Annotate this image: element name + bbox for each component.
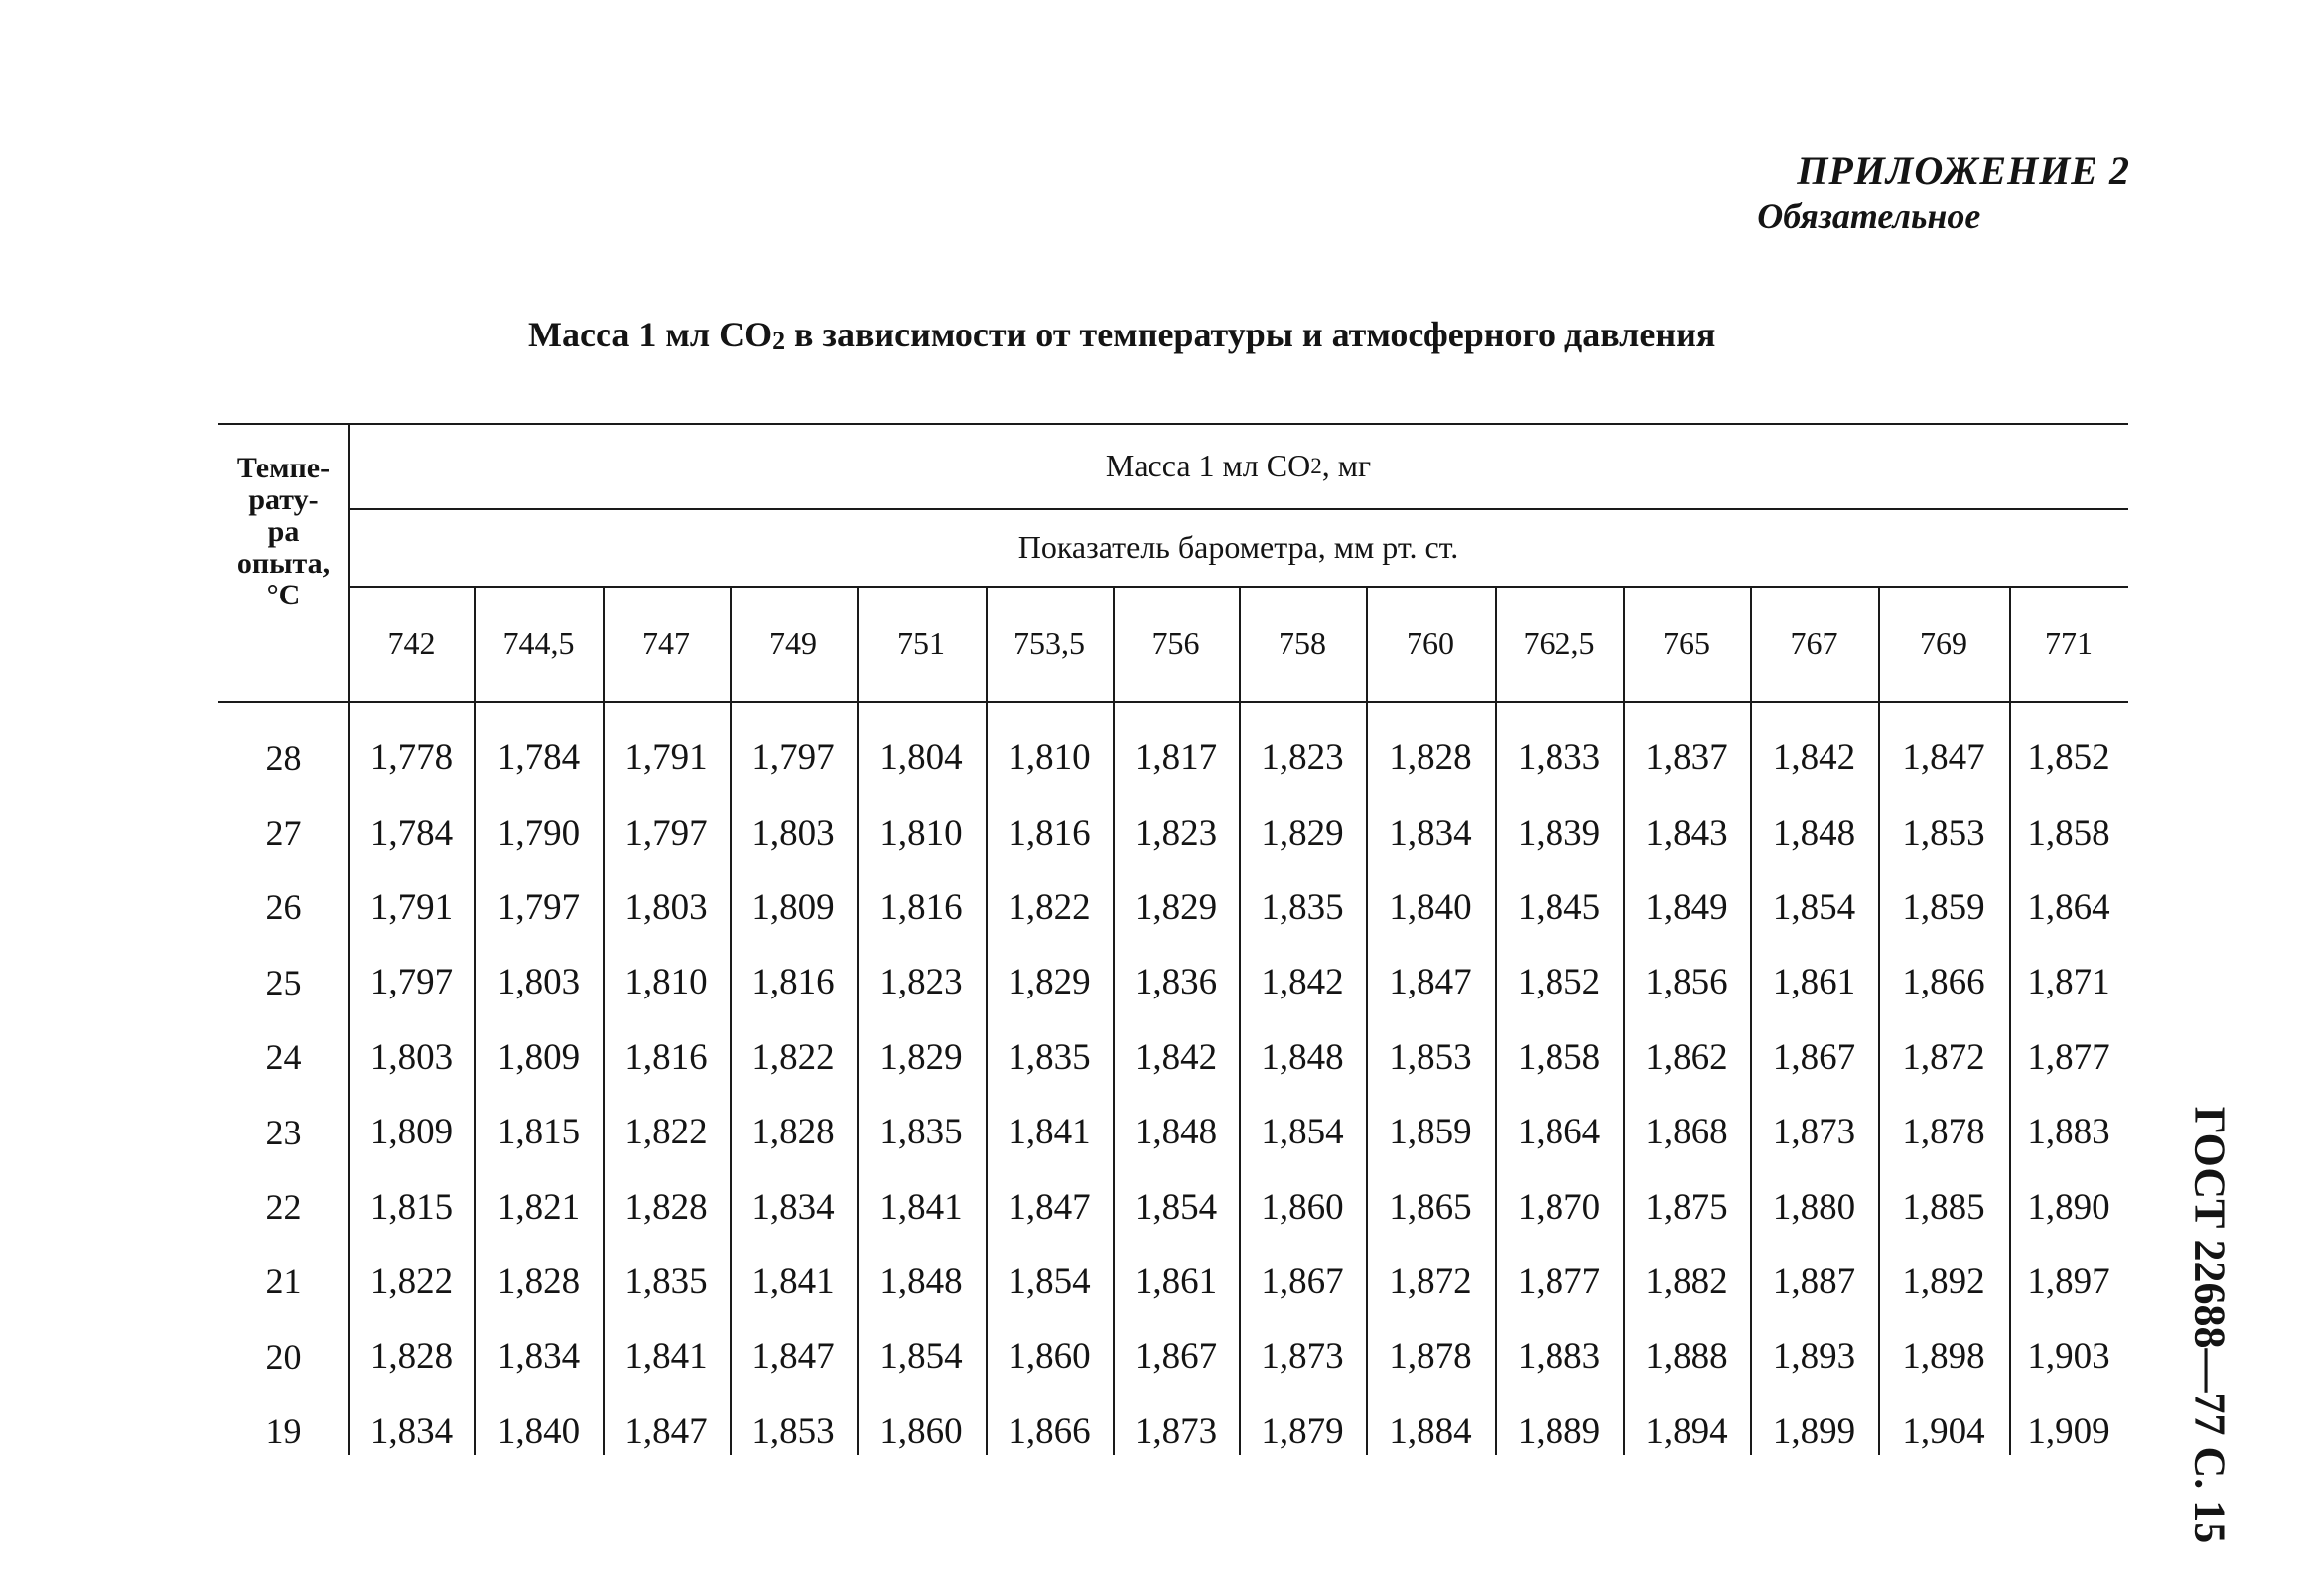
table-cell: 1,852 <box>2027 737 2110 779</box>
pressure-column-header: 749 <box>769 624 817 661</box>
table-cell: 1,778 <box>369 737 454 779</box>
row-temperature: 25 <box>265 962 302 1002</box>
row-temperature: 20 <box>265 1336 302 1377</box>
table-cell: 1,847 <box>751 1336 835 1378</box>
table-cell: 1,816 <box>624 1036 708 1078</box>
pressure-column-header: 769 <box>1920 624 1967 661</box>
table-cell: 1,797 <box>496 886 581 928</box>
side-page-label <box>2180 1107 2239 1543</box>
table-cell: 1,890 <box>2027 1186 2110 1228</box>
table-cell: 1,843 <box>1645 812 1728 854</box>
table-cell: 1,822 <box>1008 886 1091 928</box>
table-cell: 1,842 <box>1772 737 1856 779</box>
table-cell: 1,878 <box>1902 1112 1985 1153</box>
table-cell: 1,839 <box>1517 812 1601 854</box>
table-cell: 1,829 <box>1261 812 1344 854</box>
table-cell: 1,877 <box>1517 1261 1601 1302</box>
mass-header-prefix: Масса 1 мл CO <box>1105 447 1311 483</box>
table-cell: 1,860 <box>1261 1186 1344 1228</box>
table-cell: 1,877 <box>2027 1036 2110 1078</box>
title-suffix: в зависимости от температуры и атмосферного давления <box>785 315 1716 354</box>
table-cell: 1,883 <box>1517 1336 1601 1378</box>
table-cell: 1,885 <box>1902 1186 1985 1228</box>
table-cell: 1,853 <box>1902 812 1985 854</box>
table-cell: 1,887 <box>1772 1261 1856 1302</box>
pressure-column-header: 744,5 <box>502 624 575 661</box>
table-cell: 1,909 <box>2027 1410 2110 1452</box>
pressure-column-header: 762,5 <box>1523 624 1595 661</box>
table-cell: 1,852 <box>1517 962 1601 1003</box>
table-cell: 1,809 <box>496 1036 581 1078</box>
table-cell: 1,828 <box>624 1186 708 1228</box>
row-temperature: 26 <box>265 887 302 928</box>
table-cell: 1,797 <box>624 812 708 854</box>
barometer-header: Показатель барометра, мм рт. ст. <box>1017 528 1459 565</box>
table-cell: 1,841 <box>1008 1112 1091 1153</box>
table-cell: 1,858 <box>1517 1036 1601 1078</box>
row-temperature: 23 <box>265 1112 302 1152</box>
table-cell: 1,836 <box>1134 962 1218 1003</box>
table-cell: 1,893 <box>1772 1336 1856 1378</box>
pressure-column-header: 760 <box>1407 624 1454 661</box>
table-cell: 1,849 <box>1645 886 1728 928</box>
table-cell: 1,837 <box>1645 737 1728 779</box>
table-cell: 1,903 <box>2027 1336 2110 1378</box>
table-cell: 1,784 <box>369 812 454 854</box>
table-cell: 1,810 <box>624 962 708 1003</box>
table-cell: 1,899 <box>1772 1410 1856 1452</box>
table-cell: 1,848 <box>1134 1112 1218 1153</box>
pressure-column-header: 765 <box>1663 624 1710 661</box>
appendix-number: ПРИЛОЖЕНИЕ 2 <box>1797 148 2130 193</box>
table-cell: 1,816 <box>879 886 963 928</box>
table-cell: 1,803 <box>751 812 835 854</box>
pressure-column-header: 758 <box>1279 624 1326 661</box>
table-cell: 1,883 <box>2027 1112 2110 1153</box>
table-cell: 1,803 <box>496 962 581 1003</box>
table-cell: 1,859 <box>1389 1112 1472 1153</box>
table-cell: 1,823 <box>1134 812 1218 854</box>
table-cell: 1,864 <box>2027 886 2110 928</box>
table-cell: 1,809 <box>369 1112 454 1153</box>
table-cell: 1,861 <box>1772 962 1856 1003</box>
appendix-status: Обязательное <box>1757 197 1981 236</box>
table-cell: 1,898 <box>1902 1336 1985 1378</box>
table-cell: 1,828 <box>369 1336 454 1378</box>
table-cell: 1,864 <box>1517 1112 1601 1153</box>
table-cell: 1,875 <box>1645 1186 1728 1228</box>
table-cell: 1,860 <box>879 1410 963 1452</box>
table-cell: 1,848 <box>879 1261 963 1302</box>
table-cell: 1,854 <box>1772 886 1856 928</box>
row-temperature: 27 <box>265 813 302 854</box>
table-cell: 1,867 <box>1772 1036 1856 1078</box>
row-temperature: 21 <box>265 1262 302 1302</box>
table-cell: 1,835 <box>879 1112 963 1153</box>
table-cell: 1,840 <box>1389 886 1472 928</box>
table-cell: 1,829 <box>879 1036 963 1078</box>
table-cell: 1,859 <box>1902 886 1985 928</box>
table-cell: 1,848 <box>1772 812 1856 854</box>
table-cell: 1,828 <box>751 1112 835 1153</box>
table-cell: 1,791 <box>369 886 454 928</box>
table-cell: 1,810 <box>879 812 963 854</box>
table-cell: 1,853 <box>1389 1036 1472 1078</box>
temperature-header-line: ра <box>267 515 300 548</box>
temperature-header-line: опыта, <box>236 547 331 580</box>
pressure-column-header: 753,5 <box>1014 624 1085 661</box>
table-cell: 1,861 <box>1134 1261 1218 1302</box>
table-cell: 1,872 <box>1902 1036 1985 1078</box>
mass-header-subscript: 2 <box>1310 452 1322 478</box>
table-cell: 1,847 <box>624 1410 708 1452</box>
table-cell: 1,841 <box>751 1261 835 1302</box>
table-cell: 1,816 <box>751 962 835 1003</box>
row-temperature: 22 <box>265 1187 302 1228</box>
table-cell: 1,803 <box>369 1036 454 1078</box>
table-cell: 1,879 <box>1261 1410 1344 1452</box>
row-temperature: 24 <box>265 1037 302 1078</box>
table-cell: 1,842 <box>1134 1036 1218 1078</box>
table-cell: 1,904 <box>1902 1410 1985 1452</box>
table-cell: 1,854 <box>1261 1112 1344 1153</box>
row-temperature: 28 <box>265 737 302 778</box>
table-cell: 1,889 <box>1517 1410 1601 1452</box>
table-cell: 1,810 <box>1008 737 1091 779</box>
table-cell: 1,797 <box>369 962 454 1003</box>
title-subscript: 2 <box>772 327 786 356</box>
table-cell: 1,842 <box>1261 962 1344 1003</box>
table-cell: 1,804 <box>879 737 963 779</box>
pressure-column-header: 747 <box>642 624 690 661</box>
table-cell: 1,848 <box>1261 1036 1344 1078</box>
table-cell: 1,865 <box>1389 1186 1472 1228</box>
title-prefix: Масса 1 мл CO <box>528 315 773 354</box>
table-cell: 1,823 <box>1261 737 1344 779</box>
table-cell: 1,873 <box>1134 1410 1218 1452</box>
table-cell: 1,790 <box>496 812 581 854</box>
table-cell: 1,797 <box>751 737 835 779</box>
table-cell: 1,873 <box>1772 1112 1856 1153</box>
table-cell: 1,815 <box>496 1112 581 1153</box>
pressure-column-header: 751 <box>897 624 945 661</box>
table-cell: 1,823 <box>879 962 963 1003</box>
pressure-column-header: 767 <box>1790 624 1838 661</box>
table-cell: 1,854 <box>1134 1186 1218 1228</box>
table-cell: 1,897 <box>2027 1261 2110 1302</box>
table-cell: 1,867 <box>1261 1261 1344 1302</box>
table-cell: 1,834 <box>1389 812 1472 854</box>
pressure-column-header: 771 <box>2045 624 2093 661</box>
mass-header <box>348 423 2128 508</box>
table-cell: 1,845 <box>1517 886 1601 928</box>
table-cell: 1,894 <box>1645 1410 1728 1452</box>
table-cell: 1,856 <box>1645 962 1728 1003</box>
table-cell: 1,847 <box>1389 962 1472 1003</box>
table-cell: 1,821 <box>496 1186 581 1228</box>
table-cell: 1,784 <box>496 737 581 779</box>
table-cell: 1,841 <box>879 1186 963 1228</box>
table-cell: 1,868 <box>1645 1112 1728 1153</box>
temperature-header-line: рату- <box>248 483 319 516</box>
table-cell: 1,866 <box>1008 1410 1091 1452</box>
table-cell: 1,834 <box>751 1186 835 1228</box>
table-cell: 1,860 <box>1008 1336 1091 1378</box>
table-cell: 1,878 <box>1389 1336 1472 1378</box>
table-cell: 1,853 <box>751 1410 835 1452</box>
table-cell: 1,791 <box>624 737 708 779</box>
table-cell: 1,829 <box>1008 962 1091 1003</box>
standard-page-number: ГОСТ 22688—77 С. 15 <box>2185 1106 2234 1544</box>
table-cell: 1,834 <box>496 1336 581 1378</box>
table-cell: 1,870 <box>1517 1186 1601 1228</box>
table-cell: 1,892 <box>1902 1261 1985 1302</box>
page-title <box>528 314 1715 356</box>
table-cell: 1,809 <box>751 886 835 928</box>
table-cell: 1,828 <box>1389 737 1472 779</box>
table-cell: 1,816 <box>1008 812 1091 854</box>
table-cell: 1,822 <box>751 1036 835 1078</box>
appendix-label <box>1757 147 2130 237</box>
temperature-header-line: °С <box>266 579 301 611</box>
table-cell: 1,847 <box>1902 737 1985 779</box>
table-cell: 1,835 <box>1008 1036 1091 1078</box>
table-cell: 1,841 <box>624 1336 708 1378</box>
temperature-header <box>218 453 348 611</box>
table-cell: 1,835 <box>624 1261 708 1302</box>
co2-mass-table <box>218 423 2128 1455</box>
row-temperature: 19 <box>265 1411 302 1452</box>
table-cell: 1,847 <box>1008 1186 1091 1228</box>
table-cell: 1,872 <box>1389 1261 1472 1302</box>
table-cell: 1,862 <box>1645 1036 1728 1078</box>
table-cell: 1,854 <box>879 1336 963 1378</box>
mass-header-suffix: , мг <box>1321 447 1372 483</box>
table-cell: 1,871 <box>2027 962 2110 1003</box>
table-cell: 1,867 <box>1134 1336 1218 1378</box>
table-cell: 1,803 <box>624 886 708 928</box>
table-cell: 1,834 <box>369 1410 454 1452</box>
table-cell: 1,880 <box>1772 1186 1856 1228</box>
table-cell: 1,866 <box>1902 962 1985 1003</box>
table-cell: 1,884 <box>1389 1410 1472 1452</box>
table-cell: 1,882 <box>1645 1261 1728 1302</box>
table-cell: 1,828 <box>496 1261 581 1302</box>
table-cell: 1,835 <box>1261 886 1344 928</box>
table-cell: 1,858 <box>2027 812 2110 854</box>
table-cell: 1,822 <box>624 1112 708 1153</box>
table-cell: 1,873 <box>1261 1336 1344 1378</box>
table-cell: 1,817 <box>1134 737 1218 779</box>
table-cell: 1,840 <box>496 1410 581 1452</box>
table-cell: 1,854 <box>1008 1261 1091 1302</box>
pressure-column-header: 756 <box>1151 624 1200 661</box>
table-cell: 1,822 <box>369 1261 454 1302</box>
temperature-header-line: Темпе- <box>236 452 331 484</box>
pressure-column-header: 742 <box>387 624 436 661</box>
table-cell: 1,829 <box>1134 886 1218 928</box>
table-cell: 1,815 <box>369 1186 454 1228</box>
table-cell: 1,888 <box>1645 1336 1728 1378</box>
header-bottom-rule <box>218 701 2128 703</box>
table-cell: 1,833 <box>1517 737 1601 779</box>
